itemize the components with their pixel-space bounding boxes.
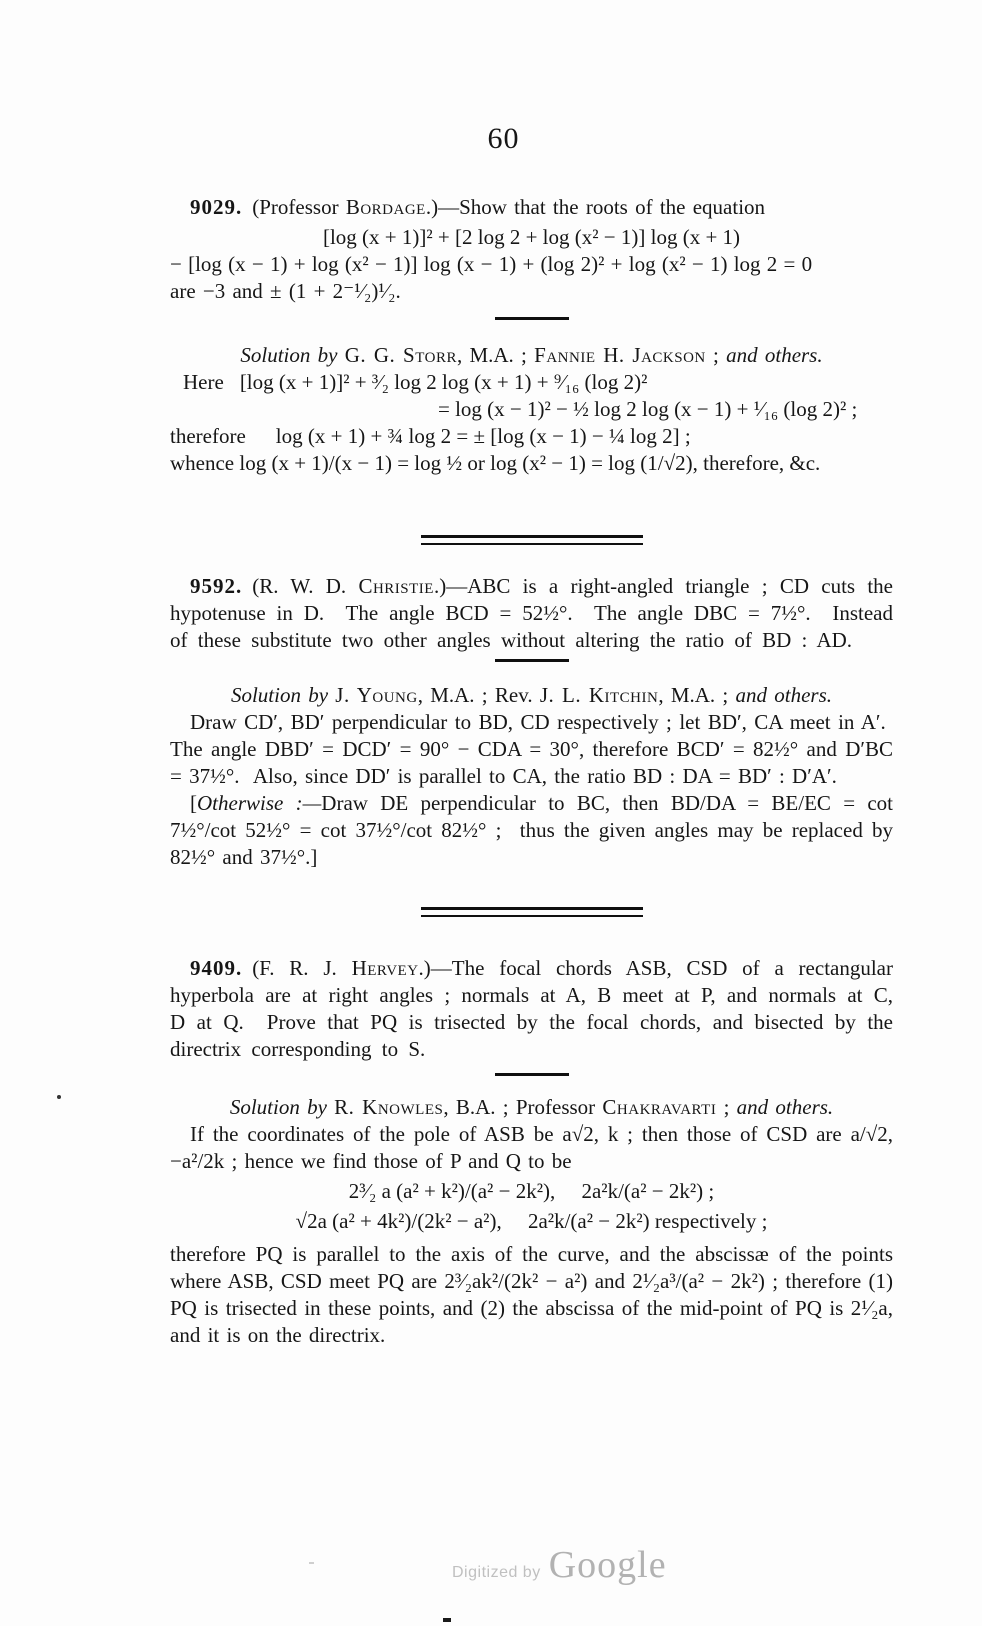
solution-paragraph: [170, 790, 893, 871]
equation-text: log (x + 1) + ¾ log 2 = ± [log (x − 1) − ¼ log 2] ;: [275, 424, 691, 448]
section-divider: [421, 907, 643, 917]
google-logo: Google: [548, 1544, 667, 1586]
equation-line: − [log (x − 1) + log (x² − 1)] log (x − 1) + (log 2)² + log (x² − 1) log 2 = 0: [170, 252, 813, 276]
otherwise-label: Otherwise :—: [197, 791, 322, 815]
statement-text: (Professor: [252, 195, 346, 219]
problem-9029-statement: [170, 194, 893, 221]
equation-line: [log (x + 1)]² + [2 log 2 + log (x² − 1)] log (x + 1): [322, 225, 741, 249]
problem-9409: [170, 955, 893, 1076]
solution-paragraph: therefore PQ is parallel to the axis of the curve, and the abscissæ of the points where ASB, CSD meet PQ are 2³⁄₂ak²/(2k² − a²) and 2¹⁄₂a³/(a² − 2k²) ; therefore (1) PQ is trisected in these points, and (2) the abscissa of the mid-point of PQ is 2¹⁄₂a, and it is on the directrix.: [170, 1242, 893, 1347]
solver-name: Fannie H. Jackson: [534, 343, 706, 367]
problem-9592-statement: [170, 573, 893, 654]
heading-text: , B.A. ; Professor: [443, 1095, 603, 1119]
separator-rule: [495, 1073, 569, 1076]
equation-line: = log (x − 1)² − ½ log 2 log (x − 1) + ¹⁄₁₆ (log 2)² ;: [438, 397, 858, 421]
statement-text: .)—Show that the roots of the equation: [425, 195, 766, 219]
paragraph-text: Draw DE perpendicular to BC, then BD/DA = BE/EC = cot 7½°/cot 52½° = cot 37½°/cot 82½° ; thus the given angles may be replaced by 82½° and 37½°.]: [170, 791, 893, 869]
heading-text: , M.A. ;: [658, 683, 736, 707]
and-others-label: and others.: [736, 1095, 834, 1119]
separator-rule: [495, 317, 569, 320]
scan-speck: [443, 1618, 451, 1622]
equation-line: √2a (a² + 4k²)/(2k² − a²), 2a²k/(a² − 2k²) respectively ;: [295, 1209, 768, 1233]
proposer-name: Hervey: [351, 956, 419, 980]
problem-9592: [170, 573, 893, 662]
proposer-name: Christie: [358, 574, 434, 598]
heading-text: , M.A. ;: [456, 343, 535, 367]
solver-name: Chakravarti: [602, 1095, 717, 1119]
page-number: 60: [487, 122, 520, 155]
equation-text: [log (x + 1)]² + ³⁄₂ log 2 log (x + 1) + ⁹⁄₁₆ (log 2)²: [239, 370, 648, 394]
solution-line: [170, 369, 893, 396]
heading-text: , M.A. ; Rev.: [417, 683, 540, 707]
solution-9409: [170, 1094, 893, 1349]
statement-text: .)—ABC is a right-angled triangle ; CD cuts the hypotenuse in D. The angle BCD = 52½°. The angle DBC = 7½°. Instead of these substitute two other angles without altering the ratio of BD : AD.: [170, 574, 894, 652]
heading-text: ;: [705, 343, 727, 367]
equation-line: 2³⁄₂ a (a² + k²)/(a² − 2k²), 2a²k/(a² − 2k²) ;: [348, 1179, 715, 1203]
problem-number: 9409.: [190, 956, 243, 980]
therefore-label: therefore: [170, 424, 246, 448]
solution-by-label: Solution by: [240, 343, 338, 367]
solution-paragraph: If the coordinates of the pole of ASB be a√2, k ; then those of CSD are a/√2, −a²/2k ; hence we find those of P and Q to be: [170, 1122, 893, 1173]
heading-text: ;: [716, 1095, 737, 1119]
and-others-label: and others.: [735, 683, 833, 707]
and-others-label: and others.: [726, 343, 823, 367]
roots-line: are −3 and ± (1 + 2⁻¹⁄₂)¹⁄₂.: [170, 279, 401, 303]
solution-by-label: Solution by: [229, 1095, 327, 1119]
solution-line: [170, 423, 893, 450]
solver-name: R. Knowles: [334, 1095, 444, 1119]
solution-heading: [170, 1094, 893, 1121]
problem-number: 9029.: [190, 195, 243, 219]
problem-number: 9592.: [190, 574, 243, 598]
solution-heading: [170, 682, 893, 709]
scan-speck: [309, 1562, 314, 1564]
bracket: [: [190, 791, 197, 815]
solution-paragraph: Draw CD′, BD′ perpendicular to BD, CD respectively ; let BD′, CA meet in A′. The angle DBD′ = DCD′ = 90° − CDA = 30°, therefore BCD′ = 82½° and D′BC = 37½°. Also, since DD′ is parallel to CA, the ratio BD : DA = BD′ : D′A′.: [170, 710, 893, 788]
proposer-name: Bordage: [345, 195, 426, 219]
solution-by-label: Solution by: [230, 683, 329, 707]
scan-speck: [57, 1095, 61, 1099]
digitized-watermark: [452, 1544, 667, 1586]
statement-text: .)—The focal chords ASB, CSD of a rectangular hyperbola are at right angles ; normals at A, B meet at P, and normals at C, D at Q. Prove that PQ is trisected by the focal chords, and bisected by the directrix corresponding to S.: [170, 956, 893, 1061]
solution-9029: [170, 342, 893, 545]
statement-text: (R. W. D.: [252, 574, 359, 598]
problem-9409-statement: [170, 955, 893, 1063]
digitized-by-label: Digitized by: [452, 1564, 541, 1581]
statement-text: (F. R. J.: [252, 956, 352, 980]
here-label: Here: [183, 370, 224, 394]
solution-heading: [170, 342, 893, 369]
solution-line: whence log (x + 1)/(x − 1) = log ½ or log (x² − 1) = log (1/√2), therefore, &c.: [170, 451, 821, 475]
separator-rule: [495, 659, 569, 662]
text-block: [170, 0, 893, 1349]
solver-name: J. Young: [335, 683, 418, 707]
section-divider: [421, 535, 643, 545]
problem-9029: [170, 194, 893, 320]
solution-9592: [170, 682, 893, 917]
solver-name: J. L. Kitchin: [539, 683, 659, 707]
solver-name: G. G. Storr: [344, 343, 457, 367]
